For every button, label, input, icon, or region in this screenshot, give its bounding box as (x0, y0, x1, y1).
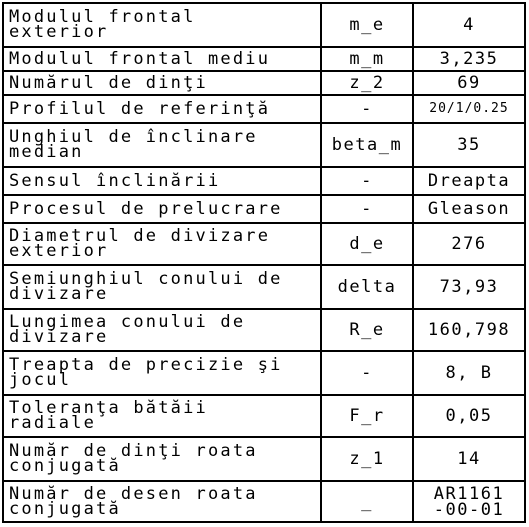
parameter-value: 3,235 (439, 49, 499, 69)
parameter-symbol: R_e (322, 310, 414, 350)
parameter-value: 69 (457, 73, 481, 93)
table-row (4, 4, 524, 48)
parameter-symbol: - (322, 196, 414, 222)
table-row (4, 310, 524, 352)
parameter-name: Procesul de prelucrare (4, 196, 322, 222)
parameter-name: Treapta de precizie şi jocul (4, 352, 322, 394)
parameter-symbol: m_m (322, 48, 414, 70)
gear-parameters-table (2, 2, 526, 523)
parameter-value: 35 (457, 135, 481, 155)
parameter-name: Sensul înclinării (4, 168, 322, 194)
parameter-name: Diametrul de divizare exterior (4, 224, 322, 264)
parameter-symbol: z_1 (322, 438, 414, 480)
parameter-symbol: m_e (322, 4, 414, 46)
parameter-symbol: - (322, 168, 414, 194)
parameter-symbol: beta_m (322, 124, 414, 166)
parameter-value: 73,93 (439, 277, 499, 297)
parameter-symbol: - (322, 96, 414, 122)
table-row (4, 168, 524, 196)
table-row (4, 266, 524, 310)
parameter-value: Dreapta (427, 171, 511, 191)
parameter-value: 0,05 (445, 406, 493, 426)
parameter-value: 20/1/0.25 (429, 101, 509, 116)
parameter-symbol: z_2 (322, 72, 414, 94)
parameter-symbol: - (322, 352, 414, 394)
parameter-value: 14 (457, 449, 481, 469)
table-row (4, 396, 524, 438)
table-row (4, 72, 524, 96)
parameter-name: Modulul frontal exterior (4, 4, 322, 46)
parameter-name: Modulul frontal mediu (4, 48, 322, 70)
table-row (4, 124, 524, 168)
parameter-value: Gleason (427, 199, 511, 219)
parameter-name: Număr de desen roata conjugată (4, 482, 322, 521)
parameter-symbol: _ (322, 482, 414, 521)
table-row (4, 196, 524, 224)
parameter-value: 4 (463, 15, 475, 35)
parameter-name: Număr de dinţi roata conjugată (4, 438, 322, 480)
table-row (4, 96, 524, 124)
table-row (4, 352, 524, 396)
parameter-value: AR1161 -00-01 (433, 483, 505, 520)
parameter-symbol: delta (322, 266, 414, 308)
parameter-name: Toleranţa bătăii radiale (4, 396, 322, 436)
parameter-symbol: d_e (322, 224, 414, 264)
parameter-value: 276 (451, 234, 487, 254)
table-row (4, 48, 524, 72)
parameter-name: Lungimea conului de divizare (4, 310, 322, 350)
parameter-symbol: F_r (322, 396, 414, 436)
parameter-value: 8, B (445, 363, 493, 383)
parameter-name: Numărul de dinţi (4, 72, 322, 94)
table-row (4, 438, 524, 482)
table-row (4, 224, 524, 266)
parameter-name: Semiunghiul conului de divizare (4, 266, 322, 308)
parameter-name: Unghiul de înclinare median (4, 124, 322, 166)
table-row (4, 482, 524, 521)
parameter-value: 160,798 (427, 320, 511, 340)
parameter-name: Profilul de referinţă (4, 96, 322, 122)
